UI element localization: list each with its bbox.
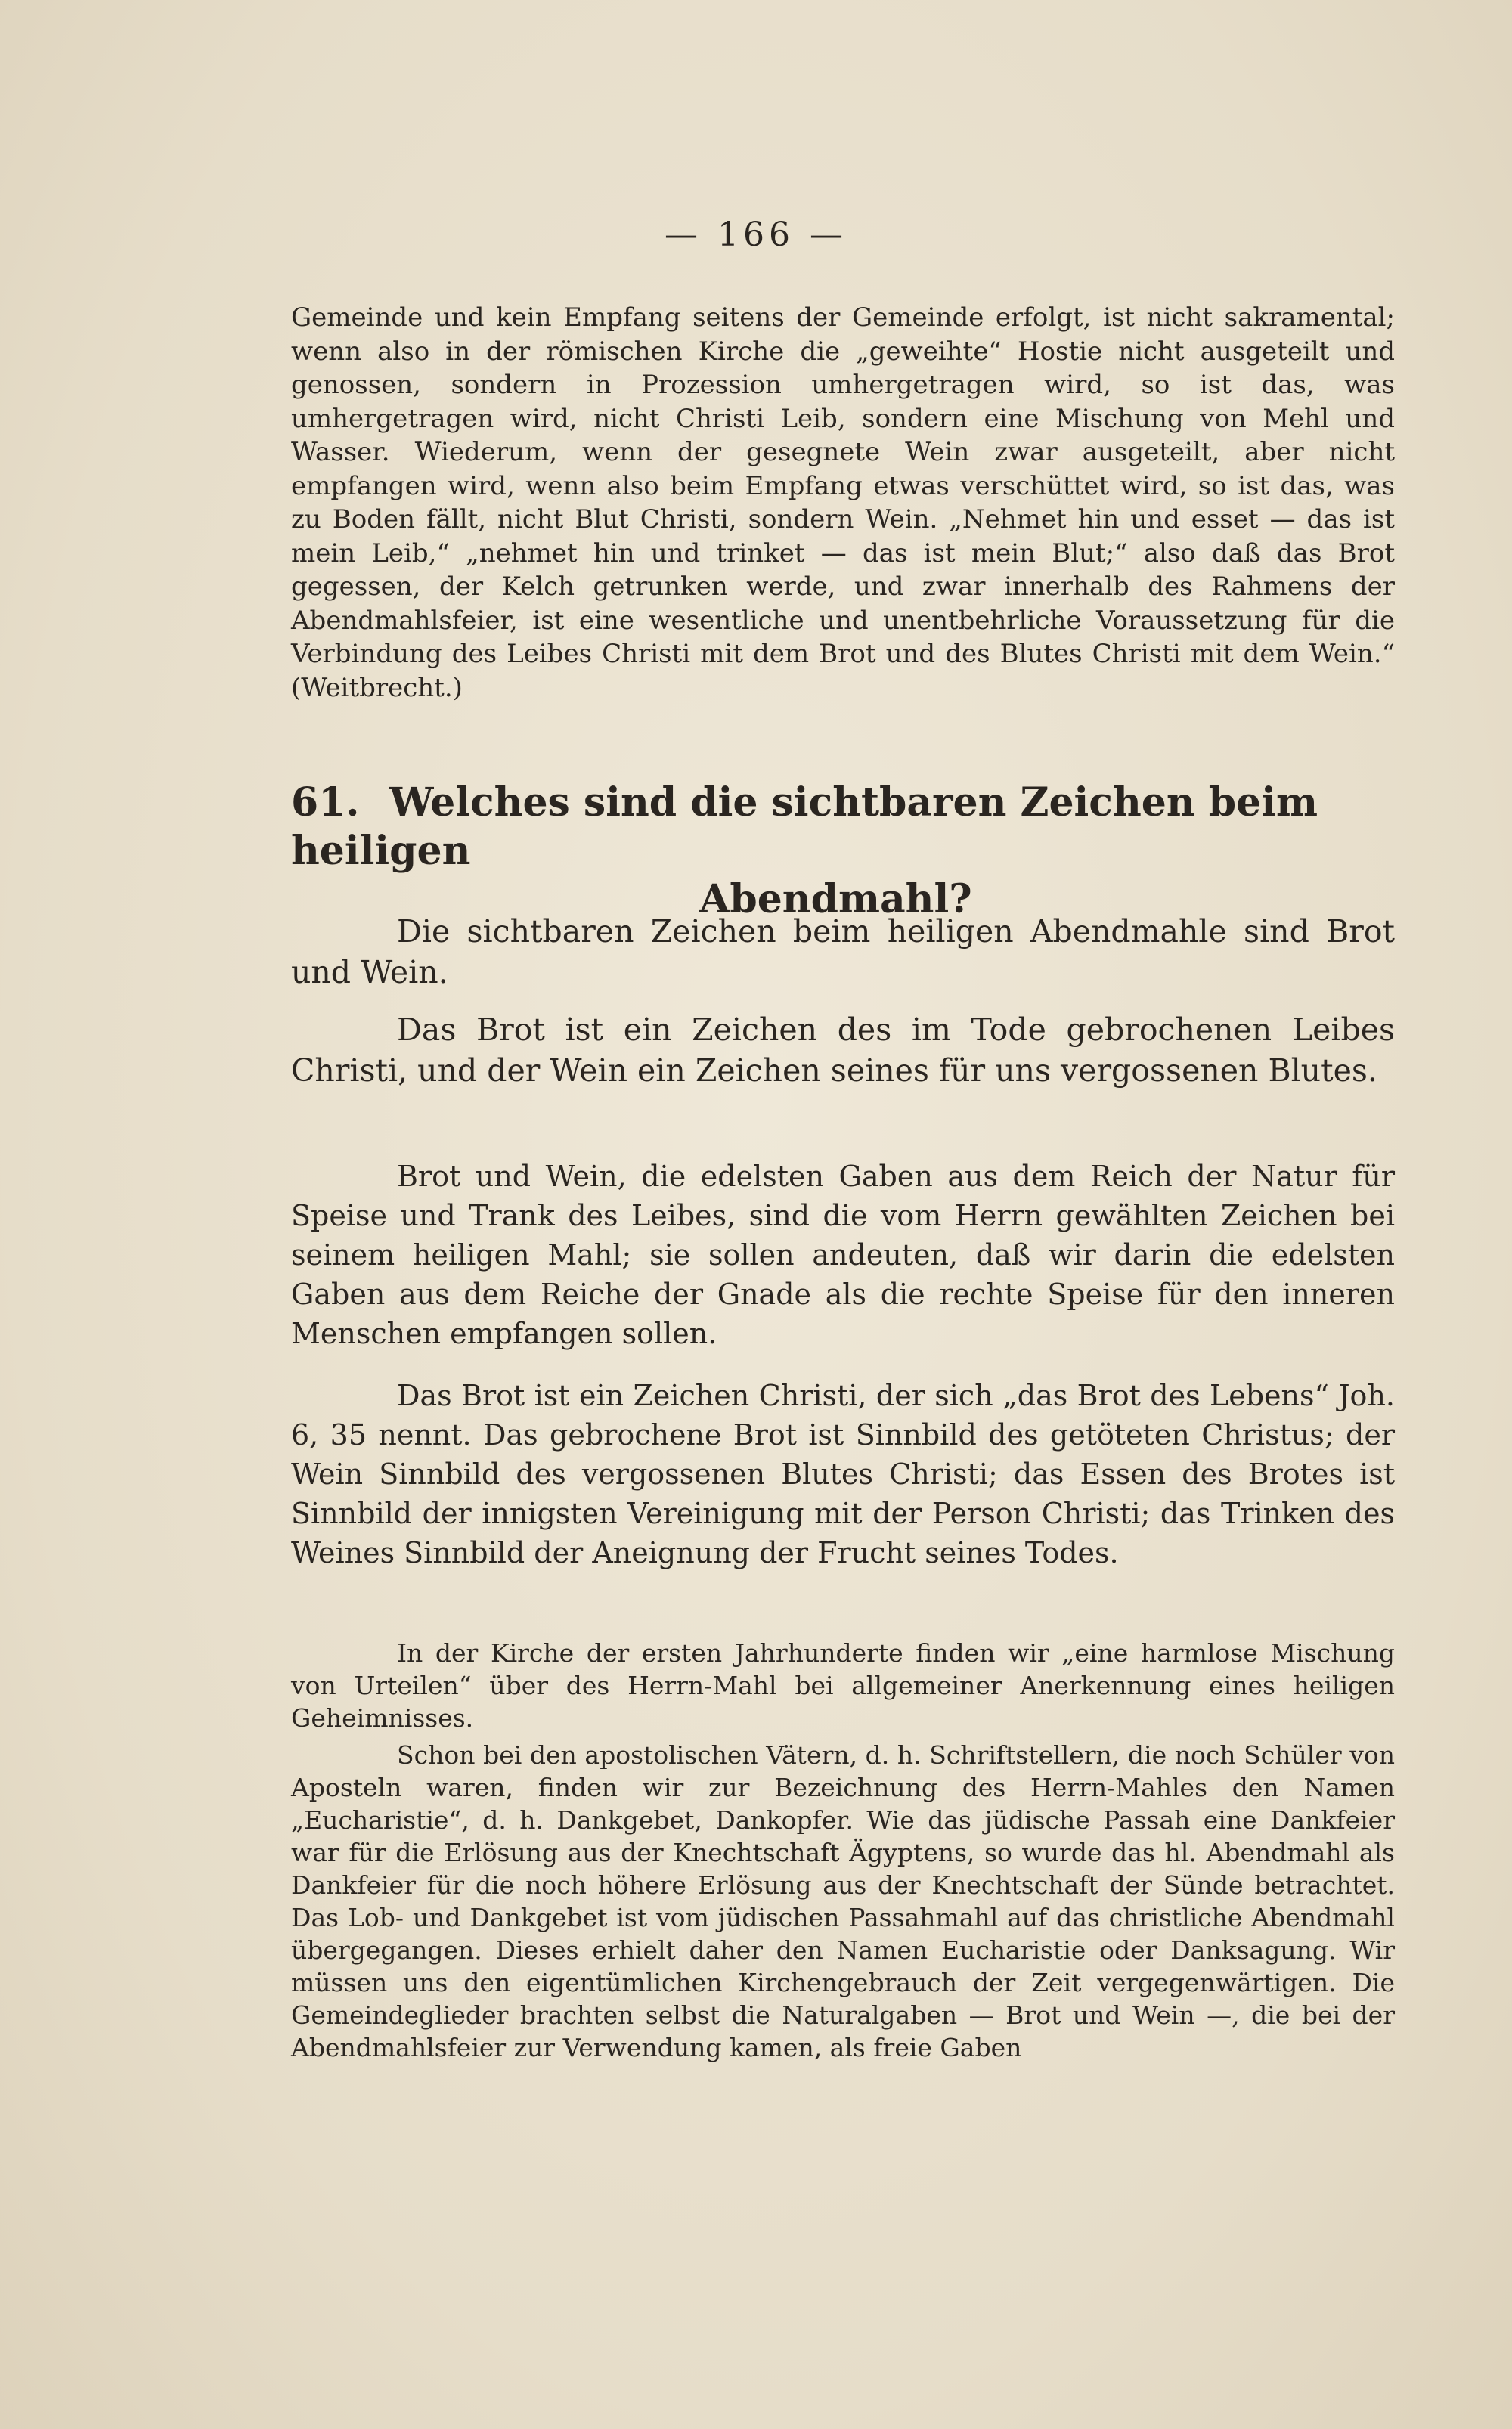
question-line-1: Welches sind die sichtbaren Zeichen beim heiligen [291, 779, 1318, 874]
question-heading [291, 779, 1395, 924]
historical-note-2: Schon bei den apostolischen Vätern, d. h. Schriftstellern, die noch Schüler von Aposteln waren, finden wir zur Bezeichnung des Herrn-Mahles den Namen „Eucharistie“, d. h. Dankgebet, Dankopfer. Wie das jüdische Passah eine Dankfeier war für die Erlösung aus der Knechtschaft Ägyptens, so wurde das hl. Abendmahl als Dankfeier für die noch höhere Erlösung aus der Knechtschaft der Sünde betrachtet. Das Lob- und Dankgebet ist vom jüdischen Passahmahl auf das christliche Abendmahl übergegangen. Dieses erhielt daher den Namen Eucharistie oder Danksagung. Wir müssen uns den eigentümlichen Kirchengebrauch der Zeit vergegenwärtigen. Die Gemeindeglieder brachten selbst die Naturalgaben — Brot und Wein —, die bei der Abendmahlsfeier zur Verwendung kamen, als freie Gaben [291, 1740, 1395, 2062]
historical-note-1: In der Kirche der ersten Jahrhunderte finden wir „eine harmlose Mischung von Urteilen“ über des Herrn-Mahl bei allgemeiner Anerkennung eines heiligen Geheimnisses. [291, 1638, 1395, 1733]
question-line-2: Abendmahl? [699, 876, 972, 922]
page-number: — 166 — [665, 215, 847, 254]
answer-paragraph-1: Die sichtbaren Zeichen beim heiligen Abendmahle sind Brot und Wein. [291, 913, 1395, 990]
commentary-paragraph-1: Brot und Wein, die edelsten Gaben aus dem Reich der Natur für Speise und Trank des Leibes, sind die vom Herrn gewählten Zeichen bei seinem heiligen Mahl; sie sollen andeuten, daß wir darin die edelsten Gaben aus dem Reiche der Gnade als die rechte Speise für den inneren Menschen empfangen sollen. [291, 1160, 1395, 1350]
question-number: 61. [291, 779, 360, 826]
commentary-paragraph-2: Das Brot ist ein Zeichen Christi, der sich „das Brot des Lebens“ Joh. 6, 35 nennt. Das gebrochene Brot ist Sinnbild des getöteten Christus; der Wein Sinnbild des vergossenen Blutes Christi; das Essen des Brotes ist Sinnbild der innigsten Vereinigung mit der Person Christi; das Trinken des Weines Sinnbild der Aneignung der Frucht seines Todes. [291, 1379, 1395, 1569]
answer-paragraph-2: Das Brot ist ein Zeichen des im Tode gebrochenen Leibes Christi, und der Wein ein Zeichen seines für uns vergossenen Blutes. [291, 1012, 1395, 1089]
intro-paragraph: Gemeinde und kein Empfang seitens der Gemeinde erfolgt, ist nicht sakramental; wenn also in der römischen Kirche die „geweihte“ Hostie nicht ausgeteilt und genossen, sondern in Prozession umhergetragen wird, so ist das, was umhergetragen wird, nicht Christi Leib, sondern eine Mischung von Mehl und Wasser. Wiederum, wenn der gesegnete Wein zwar ausgeteilt, aber nicht empfangen wird, wenn also beim Empfang etwas verschüttet wird, so ist das, was zu Boden fällt, nicht Blut Christi, sondern Wein. „Nehmet hin und esset — das ist mein Leib,“ „nehmet hin und trinket — das ist mein Blut;“ also daß das Brot gegessen, der Kelch getrunken werde, und zwar innerhalb des Rahmens der Abendmahlsfeier, ist eine wesentliche und unentbehrliche Voraussetzung für die Verbindung des Leibes Christi mit dem Brot und des Blutes Christi mit dem Wein.“ (Weitbrecht.) [291, 302, 1395, 703]
